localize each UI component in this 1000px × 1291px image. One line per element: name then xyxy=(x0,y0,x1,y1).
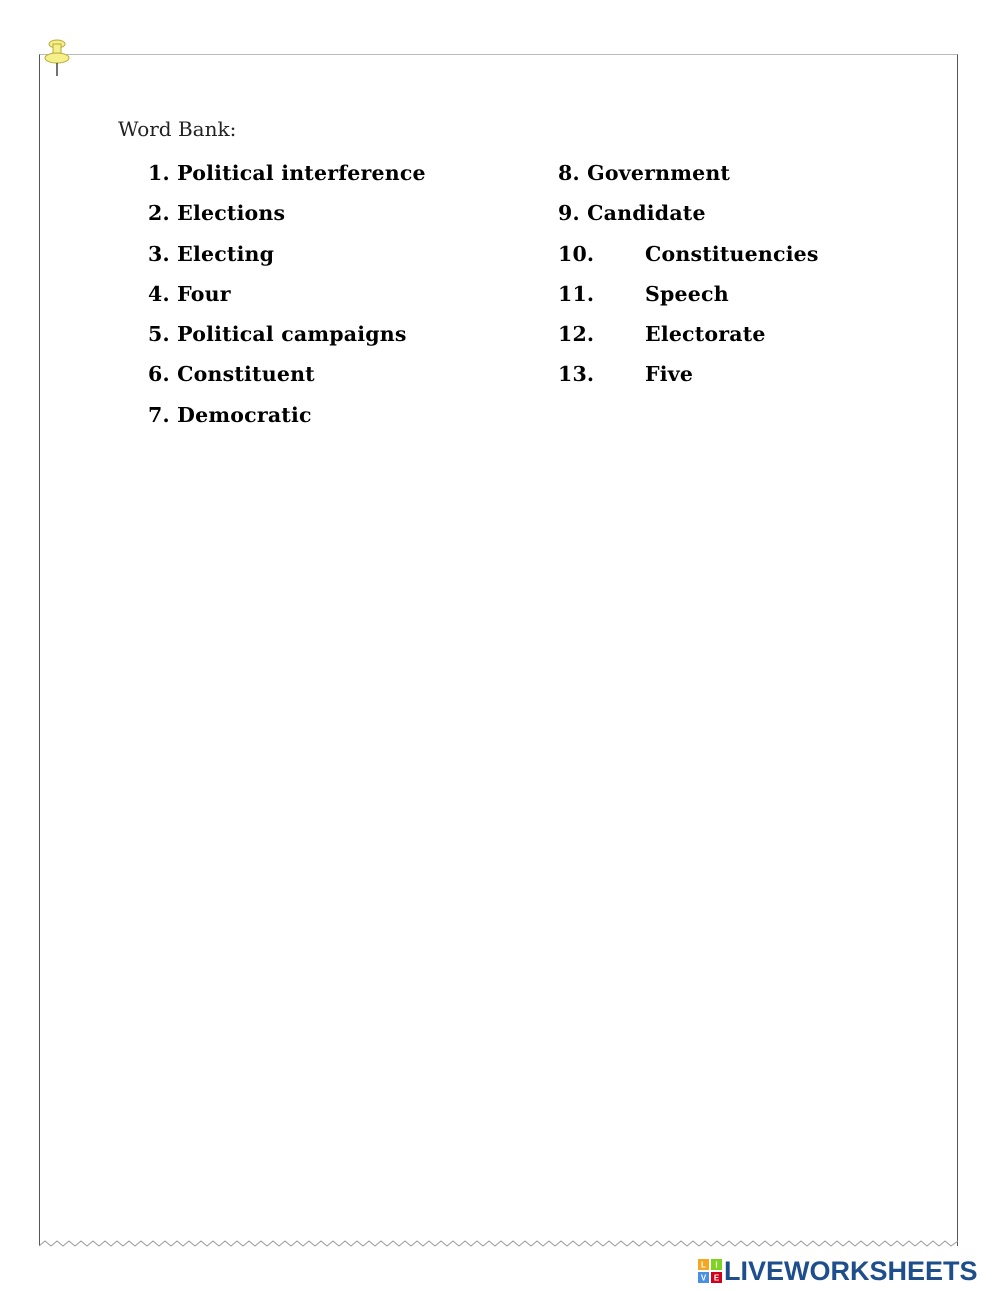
item-number: 8. xyxy=(558,161,580,185)
svg-text:L: L xyxy=(701,1260,706,1270)
word-item xyxy=(558,278,819,318)
word-bank-title: Word Bank: xyxy=(118,117,237,141)
item-number: 1. xyxy=(148,161,170,185)
item-number: 3. xyxy=(148,241,170,266)
item-word: Electorate xyxy=(645,322,766,347)
item-word: Candidate xyxy=(587,201,706,226)
word-item xyxy=(148,358,426,398)
item-word: Elections xyxy=(177,201,286,226)
svg-text:V: V xyxy=(700,1273,707,1283)
item-number: 11. xyxy=(558,281,595,306)
svg-text:I: I xyxy=(715,1260,718,1270)
item-number: 12. xyxy=(558,322,595,347)
word-item xyxy=(148,399,426,439)
word-item xyxy=(148,238,426,278)
item-word: Democratic xyxy=(177,402,312,427)
item-number: 2. xyxy=(148,201,170,226)
pushpin-icon xyxy=(44,38,70,78)
item-word: Constituent xyxy=(177,362,315,387)
item-number: 5. xyxy=(148,322,170,347)
item-word: Electing xyxy=(177,241,275,266)
word-item xyxy=(558,197,819,237)
brand-name: LIVEWORKSHEETS xyxy=(724,1255,978,1286)
item-word: Speech xyxy=(645,281,729,306)
item-number: 13. xyxy=(558,362,595,387)
liveworksheets-brand[interactable] xyxy=(698,1256,978,1286)
word-item xyxy=(558,157,819,197)
word-item xyxy=(148,197,426,237)
word-item xyxy=(558,358,819,398)
item-number: 7. xyxy=(148,402,170,427)
item-number: 10. xyxy=(558,241,595,266)
svg-text:E: E xyxy=(713,1273,720,1283)
item-word: Political campaigns xyxy=(177,322,407,347)
item-word: Political interference xyxy=(177,161,426,185)
word-list-right xyxy=(558,157,819,399)
word-item xyxy=(558,238,819,278)
item-word: Government xyxy=(587,161,731,185)
word-item xyxy=(148,318,426,358)
word-item xyxy=(148,278,426,318)
item-word: Five xyxy=(645,362,694,387)
item-number: 9. xyxy=(558,201,580,226)
item-word: Four xyxy=(177,281,231,306)
item-number: 6. xyxy=(148,362,170,387)
torn-page-edge xyxy=(39,1238,958,1252)
liveworksheets-logo-icon xyxy=(698,1259,722,1283)
word-list-left xyxy=(148,157,426,439)
word-item xyxy=(148,157,426,197)
word-item xyxy=(558,318,819,358)
item-word: Constituencies xyxy=(645,241,819,266)
item-number: 4. xyxy=(148,281,170,306)
